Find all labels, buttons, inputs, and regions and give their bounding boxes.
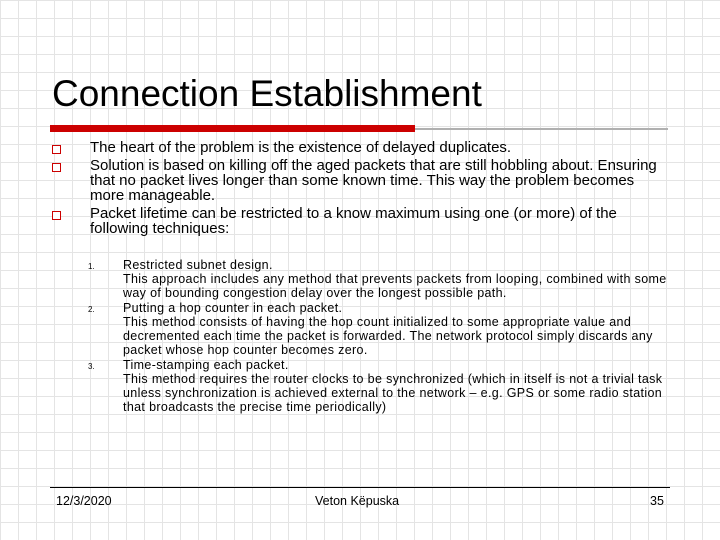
footer-page-number: 35 bbox=[650, 494, 664, 508]
bullet-item bbox=[52, 140, 672, 155]
technique-detail: This approach includes any method that prevents packets from looping, combined with some way of bounding congestion delay over the longest possible path. bbox=[123, 272, 667, 300]
technique-heading: Time-stamping each packet. bbox=[123, 358, 289, 372]
bullet-text: The heart of the problem is the existence of delayed duplicates. bbox=[90, 139, 512, 156]
footer-date: 12/3/2020 bbox=[56, 494, 112, 508]
technique-item bbox=[88, 358, 673, 414]
square-bullet-icon bbox=[52, 145, 61, 154]
bullet-item bbox=[52, 206, 672, 236]
technique-number: 3. bbox=[88, 362, 95, 371]
footer-divider-line bbox=[50, 487, 670, 488]
slide-title: Connection Establishment bbox=[52, 73, 482, 114]
bullet-text: Packet lifetime can be restricted to a know maximum using one (or more) of the following techniques: bbox=[90, 205, 617, 237]
technique-detail: This method requires the router clocks to be synchronized (which in itself is not a trivial task unless synchronization is achieved external to the network – e.g. GPS or some radio station that broadcasts the precise time periodically) bbox=[123, 372, 663, 414]
square-bullet-icon bbox=[52, 211, 61, 220]
technique-heading: Restricted subnet design. bbox=[123, 258, 273, 272]
technique-list bbox=[88, 258, 673, 415]
technique-heading: Putting a hop counter in each packet. bbox=[123, 301, 343, 315]
technique-detail: This method consists of having the hop count initialized to some appropriate value and decremented each time the packet is forwarded. The network protocol simply discards any packet whose hop counter becomes zero. bbox=[123, 315, 653, 357]
bullet-item bbox=[52, 158, 672, 203]
bullet-text: Solution is based on killing off the aged packets that are still hobbling about. Ensuring that no packet lives longer than some known time. This way the problem becomes more manageable. bbox=[90, 157, 657, 204]
title-accent-bar bbox=[50, 125, 415, 132]
technique-number: 2. bbox=[88, 305, 95, 314]
technique-item bbox=[88, 258, 673, 300]
title-divider-line bbox=[415, 128, 668, 130]
bullet-list bbox=[52, 140, 672, 239]
technique-item bbox=[88, 301, 673, 357]
technique-number: 1. bbox=[88, 262, 95, 271]
square-bullet-icon bbox=[52, 163, 61, 172]
footer-author: Veton Këpuska bbox=[315, 494, 400, 508]
